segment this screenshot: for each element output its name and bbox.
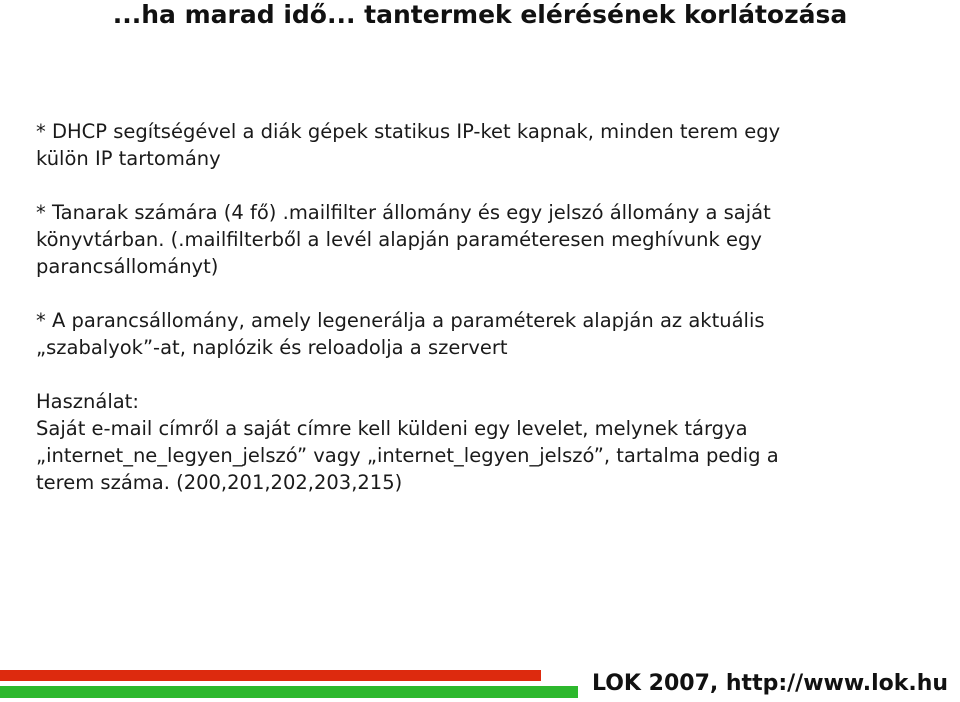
paragraph-teachers	[36, 199, 926, 280]
slide-body	[36, 118, 926, 496]
text-line: parancsállományt)	[36, 255, 219, 278]
text-line: * DHCP segítségével a diák gépek statikus IP-ket kapnak, minden terem egy	[36, 120, 781, 143]
footer-bar-red	[0, 670, 541, 681]
text-line: külön IP tartomány	[36, 147, 221, 170]
text-line: Használat:	[36, 390, 139, 413]
text-line: könyvtárban. (.mailfilterből a levél alapján paraméteresen meghívunk egy	[36, 228, 762, 251]
text-line: „internet_ne_legyen_jelszó” vagy „internet_legyen_jelszó”, tartalma pedig a	[36, 444, 779, 467]
paragraph-dhcp	[36, 118, 926, 172]
text-line: „szabalyok”-at, naplózik és reloadolja a szervert	[36, 336, 508, 359]
text-line: terem száma. (200,201,202,203,215)	[36, 471, 403, 494]
text-line: * A parancsállomány, amely legenerálja a paraméterek alapján az aktuális	[36, 309, 765, 332]
slide-title: ...ha marad idő... tantermek elérésének korlátozása	[112, 0, 848, 29]
footer-credit: LOK 2007, http://www.lok.hu	[592, 671, 949, 696]
paragraph-script	[36, 307, 926, 361]
text-line: Saját e-mail címről a saját címre kell küldeni egy levelet, melynek tárgya	[36, 417, 748, 440]
paragraph-usage	[36, 388, 926, 496]
text-line: * Tanarak számára (4 fő) .mailfilter állomány és egy jelszó állomány a saját	[36, 201, 771, 224]
footer-bar-green	[0, 686, 578, 698]
